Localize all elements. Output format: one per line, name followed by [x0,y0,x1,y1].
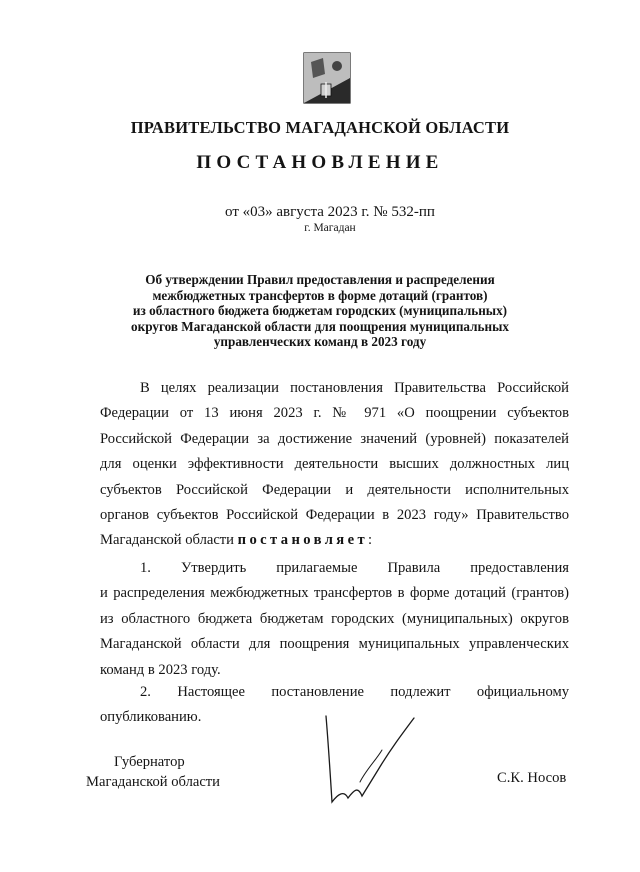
text-line: 1. Утвердить прилагаемые Правила предоставления [140,560,569,576]
text-line: субъектов Российской Федерации и деятельности исполнительных [100,481,569,498]
text-line: опубликованию. [100,709,202,726]
handwritten-signature [318,710,428,810]
decree-word: постановляет [237,532,369,549]
issue-city: г. Магадан [304,222,356,234]
text-line: для оценки эффективности деятельности высших должностных лиц [100,456,569,473]
text-fragment: Магаданской области [100,532,238,549]
text-line: Магаданской области для поощрения муниципальных управленческих [100,636,569,653]
document-date-number: от «03» августа 2023 г. № 532-пп [225,204,435,220]
title-line: межбюджетных трансфертов в форме дотаций (грантов) [152,287,488,303]
title-line: управленческих команд в 2023 году [213,334,427,349]
position-line: Магаданской области [86,774,220,790]
coat-of-arms-emblem [303,52,351,104]
preamble-paragraph [100,376,569,554]
signatory-name: С.К. Носов [497,770,567,786]
text-line: органов субъектов Российской Федерации в 2023 году» Правительство [100,506,569,523]
title-line: округов Магаданской области для поощрения муниципальных [131,318,509,334]
text-line: 2. Настоящее постановление подлежит официальному [140,684,569,700]
title-line: Об утверждении Правил предоставления и распределения [145,272,495,287]
position-line: Губернатор [114,754,185,770]
title-line: из областного бюджета бюджетам городских (муниципальных) [132,303,508,318]
text-line: из областного бюджета бюджетам городских (муниципальных) округов [100,610,569,627]
document-title [90,272,550,350]
text-line [100,528,569,553]
text-line: и распределения межбюджетных трансфертов в форме дотаций (грантов) [100,585,569,602]
item-1-paragraph [100,556,569,683]
signatory-position [86,752,220,792]
text-line: В целях реализации постановления Правительства Российской [140,380,569,396]
text-line: Федерации от 13 июня 2023 г. № 971 «О поощрении субъектов [100,405,569,422]
text-fragment: : [368,532,373,549]
document-type: ПОСТАНОВЛЕНИЕ [196,152,444,173]
text-line: команд в 2023 году. [100,661,221,678]
text-line: Российской Федерации за достижение значений (уровней) показателей [100,430,569,447]
government-name: ПРАВИТЕЛЬСТВО МАГАДАНСКОЙ ОБЛАСТИ [130,118,510,137]
